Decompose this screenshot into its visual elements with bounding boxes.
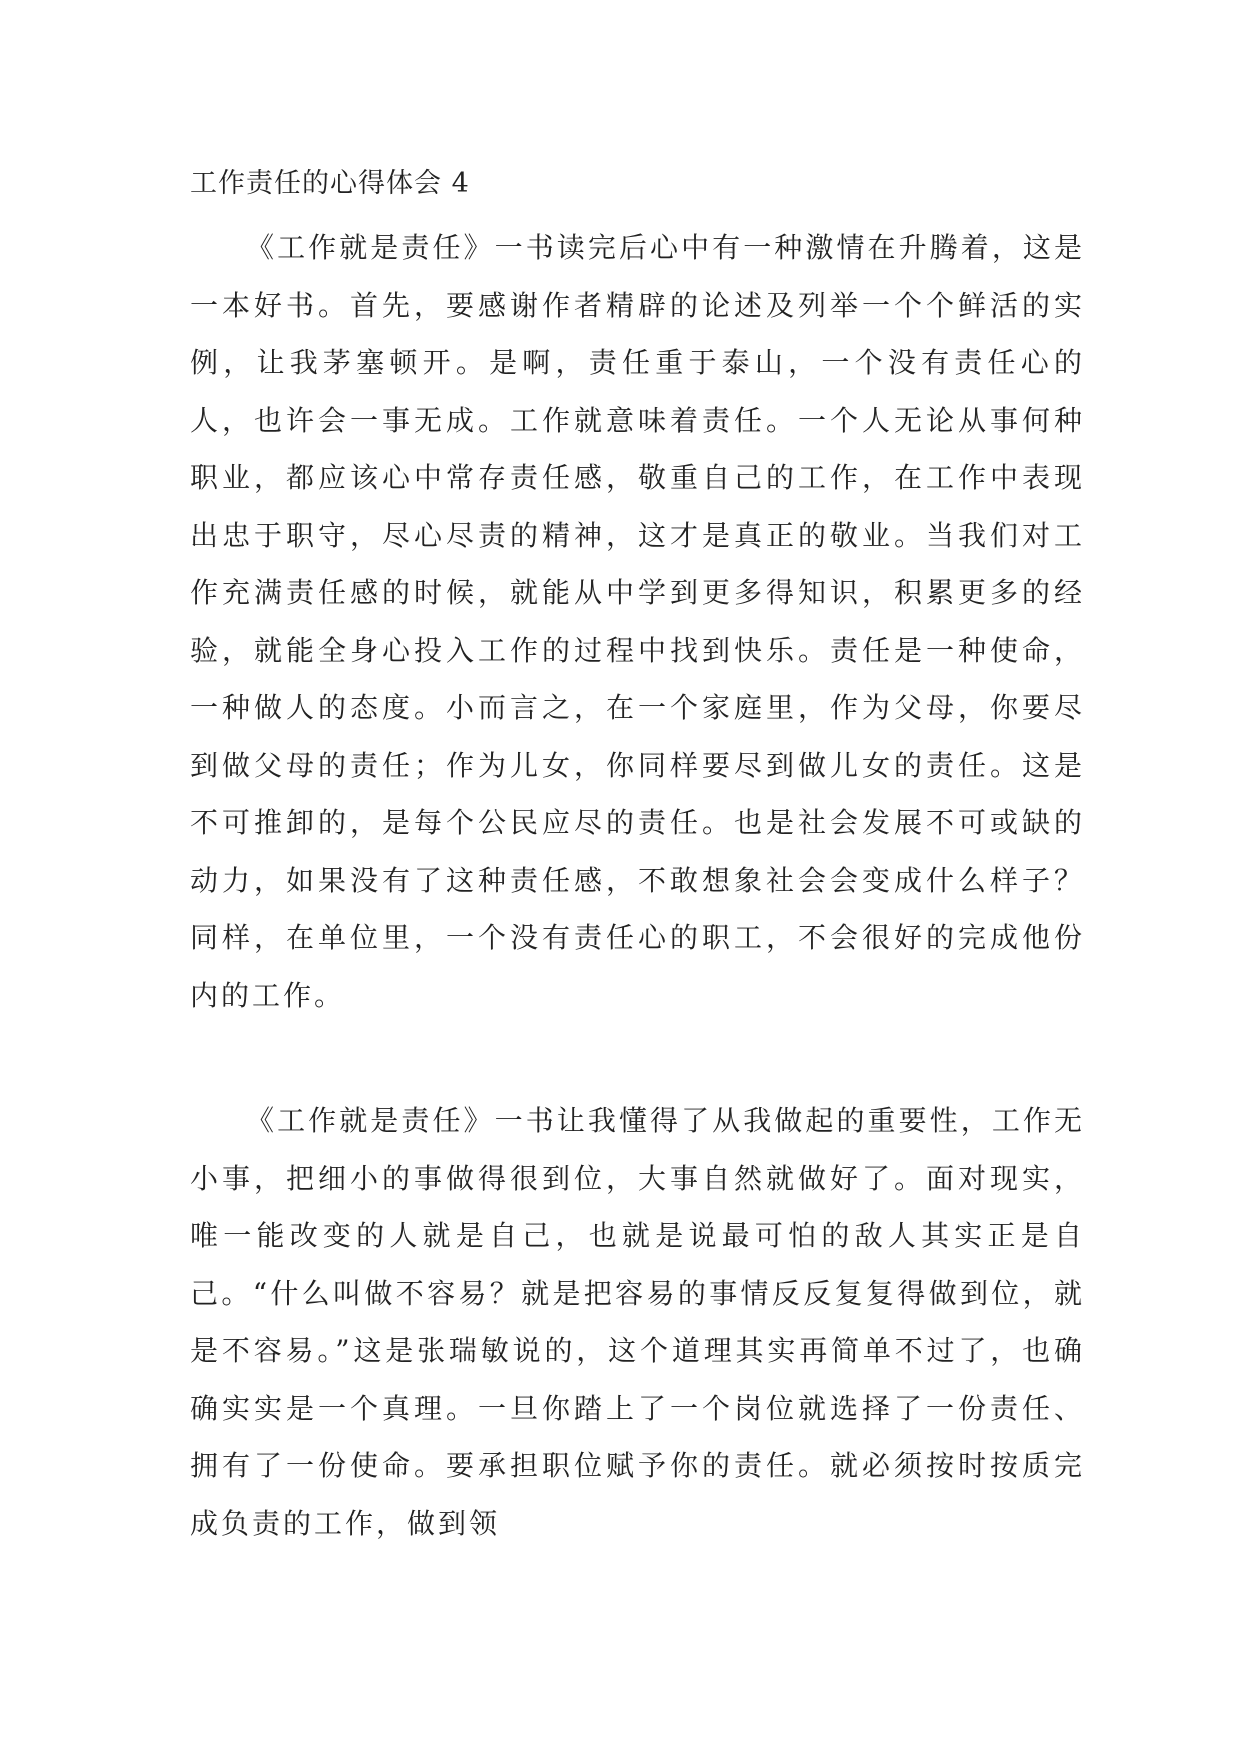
paragraph-1: 《工作就是责任》一书读完后心中有一种激情在升腾着，这是一本好书。首先，要感谢作者精辟的论述及列举一个个鲜活的实例，让我茅塞顿开。是啊，责任重于泰山，一个没有责任心的人，也许会一事无成。工作就意味着责任。一个人无论从事何种职业，都应该心中常存责任感，敬重自己的工作，在工作中表现出忠于职守，尽心尽责的精神，这才是真正的敬业。当我们对工作充满责任感的时候，就能从中学到更多得知识，积累更多的经验，就能全身心投入工作的过程中找到快乐。责任是一种使命，一种做人的态度。小而言之，在一个家庭里，作为父母，你要尽到做父母的责任；作为儿女，你同样要尽到做儿女的责任。这是不可推卸的，是每个公民应尽的责任。也是社会发展不可或缺的动力，如果没有了这种责任感，不敢想象社会会变成什么样子？同样，在单位里，一个没有责任心的职工，不会很好的完成他份内的工作。 [190,231,1085,1012]
paragraph-2: 《工作就是责任》一书让我懂得了从我做起的重要性，工作无小事，把细小的事做得很到位，大事自然就做好了。面对现实，唯一能改变的人就是自己，也就是说最可怕的敌人其实正是自己。“什么叫做不容易？就是把容易的事情反反复复得做到位，就是不容易。”这是张瑞敏说的，这个道理其实再简单不过了，也确确实实是一个真理。一旦你踏上了一个岗位就选择了一份责任、拥有了一份使命。要承担职位赋予你的责任。就必须按时按质完成负责的工作，做到领 [190,1104,1085,1540]
document-title: 工作责任的心得体会 4 [190,168,470,199]
